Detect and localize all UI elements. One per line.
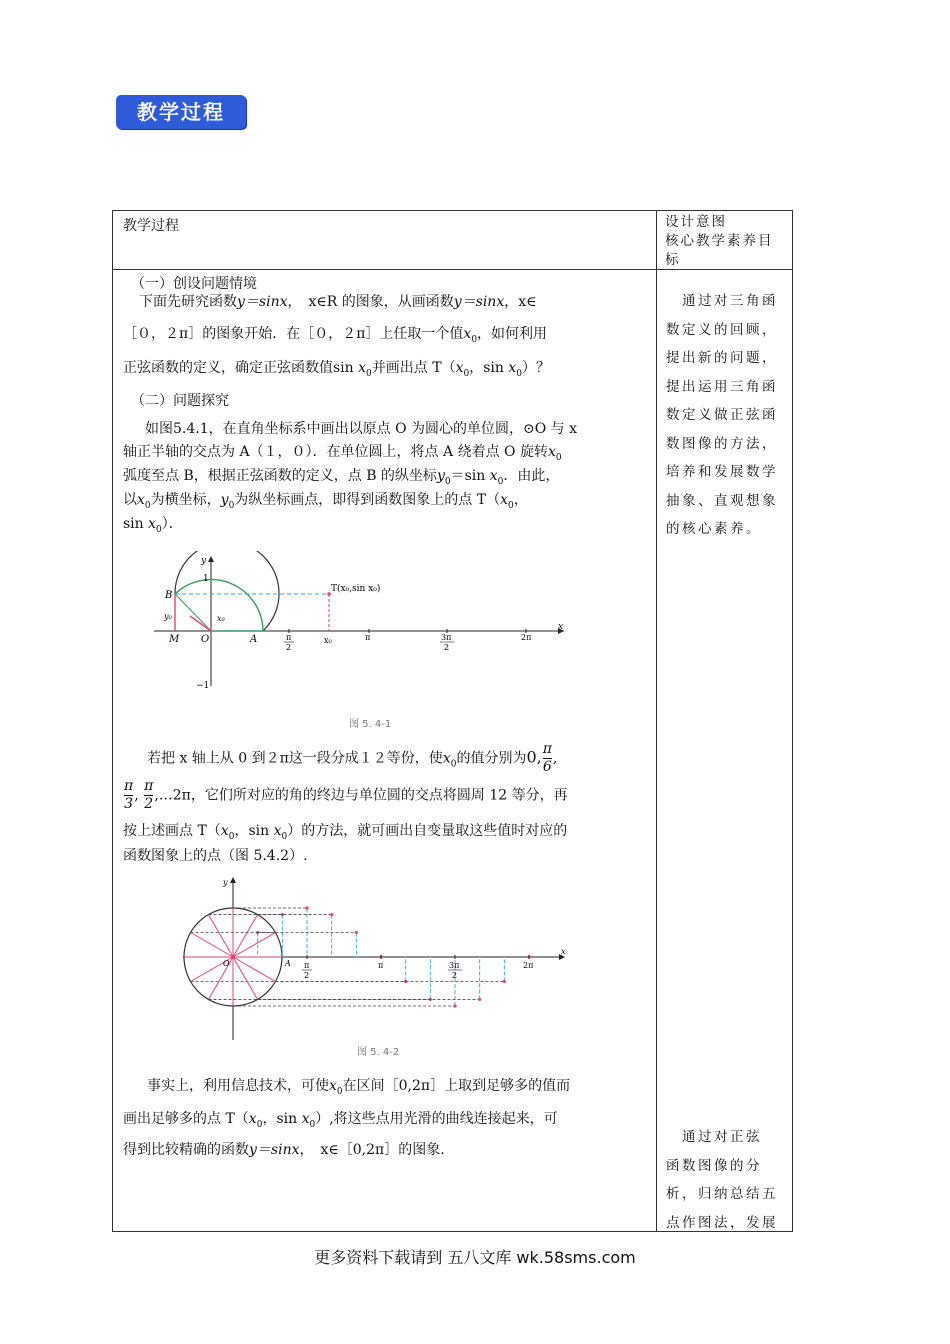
label-b: B [165, 590, 173, 601]
label-a: A [285, 959, 291, 968]
para3-line2: $\frac{\pi}{3}$ , $\frac{\pi}{2}$ ,…2π，它们所对应的角的终边与单位圆的交点将圆周 12 等分，再 [124, 778, 568, 812]
section1-line2: ［０，２π］的图象开始．在［０，２π］上任取一个值$x_0$，如何利用 [123, 326, 548, 345]
section2-line4: 以$x_0$为横坐标，$y_0$为纵坐标画点，即得到函数图象上的点 $T(x_0$， [123, 492, 528, 511]
figure2-caption: 图 5. 4-2 [357, 1047, 400, 1058]
y-axis-arrow [230, 877, 236, 883]
label-2pi: 2π [523, 961, 534, 970]
y-axis-arrow [208, 556, 214, 562]
figure1-caption: 图 5. 4-1 [349, 719, 392, 730]
fraction-pi-3: $\frac{\pi}{3}$ [124, 778, 134, 812]
intent-line: 提出运用三角函 [666, 378, 778, 395]
design-intent-block1 [666, 287, 786, 544]
intent-line: 数定义的回顾， [666, 321, 778, 338]
figure-5-4-1 [149, 551, 569, 691]
radius-spoke [233, 957, 258, 999]
label-pi-half-den: 2 [286, 643, 292, 652]
unit-circle-green [175, 580, 263, 631]
label-3pi-den: 2 [444, 643, 450, 652]
footer-download-link[interactable]: 更多资料下载请到 五八文库 wk.58sms.com [314, 1248, 636, 1267]
label-o: O [223, 959, 230, 968]
label-x-axis: x [561, 947, 566, 956]
section1-line1: 下面先研究函数y＝sinx， x∈R 的图象，从画函数y＝sinx，x∈ [139, 294, 537, 310]
radius-spoke [233, 915, 258, 957]
lesson-table [112, 210, 793, 1232]
header-right-line: 设计意图 [665, 214, 727, 230]
intent-line: 析，归纳总结五 [666, 1186, 778, 1202]
sine-point [330, 913, 333, 916]
radius-ob [175, 594, 211, 631]
label-3pi-num: 3π [449, 961, 460, 970]
label-pi: π [365, 633, 371, 642]
label-pi-half-den: 2 [304, 971, 310, 980]
para4-line2: 画出足够多的点 $T(x_0$，$\sin x_0$）,将这些点用光滑的曲线连接起来，可 [123, 1111, 558, 1130]
section2-line2: 轴正半轴的交点为 A（１，０）．在单位圆上，将点 A 绕着点 O 旋转$x_0$ [123, 444, 562, 463]
label-neg-one: −1 [196, 681, 210, 691]
intent-line: 抽象、直观想象 [666, 492, 778, 509]
label-one: 1 [203, 574, 209, 584]
header-right-line: 标 [665, 252, 681, 268]
section2-line5: $\sin x_0$）． [123, 516, 183, 535]
intent-line: 点作图法，发展 [666, 1214, 778, 1231]
fraction-pi-2: $\frac{\pi}{2}$ [144, 778, 154, 812]
para3-line4: 函数图象上的点（图 5.4.2）. [123, 848, 308, 864]
sine-point [305, 906, 308, 909]
label-pi: π [378, 961, 384, 970]
radius-spoke [233, 933, 275, 958]
intent-line: 通过对三角函 [666, 293, 778, 309]
intent-line: 数图像的方法， [666, 435, 778, 452]
sine-point [355, 931, 358, 934]
sine-point [453, 1004, 456, 1007]
intent-line: 提出新的问题， [666, 350, 778, 366]
label-y-axis: y [223, 878, 228, 887]
radius-spoke [191, 933, 233, 958]
label-m: M [169, 634, 180, 645]
section2-title: （二）问题探究 [131, 393, 229, 409]
header-design-intent [665, 213, 789, 270]
label-3pi-num: 3π [441, 633, 452, 642]
label-a: A [250, 634, 258, 645]
intent-line: 数定义做正弦函 [666, 407, 778, 423]
section2-line1: 如图5.4.1，在直角坐标系中画出以原点 O 为圆心的单位圆，⊙O 与 x [145, 421, 578, 437]
label-x-axis: x [558, 622, 564, 632]
intent-line: 培养和发展数学 [666, 464, 778, 480]
sine-point [478, 998, 481, 1001]
section1-line3: 正弦函数的定义，确定正弦函数值$\sin x_0$并画出点 $T(x_0$，$\sin x_0$）？ [123, 360, 550, 379]
label-t: T(x₀,sin x₀) [331, 584, 381, 594]
header-teaching-process: 教学过程 [123, 218, 179, 234]
design-intent-block2 [666, 1123, 786, 1237]
sine-point [503, 980, 506, 983]
label-x0-axis: x₀ [324, 636, 332, 645]
angle-arrow [190, 616, 211, 631]
label-pi-half-num: π [304, 961, 310, 970]
radius-spoke [209, 915, 234, 957]
section1-title: （一）创设问题情境 [131, 276, 257, 292]
header-right-line: 核心教学素养目 [665, 233, 774, 249]
label-pi-half-num: π [286, 633, 292, 642]
radius-spoke [233, 957, 275, 982]
column-divider [656, 211, 657, 1231]
intent-line: 通过对正弦 [666, 1129, 762, 1145]
label-x0: x₀ [217, 614, 225, 623]
para3-line3: 按上述画点 $T(x_0$，$\sin x_0$）的方法，就可画出自变量取这些值时对应的 [123, 823, 568, 842]
label-y-axis: y [201, 556, 207, 566]
unit-circle-dark [175, 551, 279, 631]
section2-line3: 弧度至点 B，根据正弦函数的定义，点 B 的纵坐标$y_0=\sin$ $x_0$．由此， [123, 468, 560, 487]
label-y0: y₀ [164, 612, 172, 621]
intent-line: 的核心素养。 [666, 521, 762, 537]
section-badge: 教学过程 [116, 95, 246, 129]
figure-5-4-2 [183, 876, 583, 1044]
para3-line1: 若把 x 轴上从 0 到２π这一段分成１２等份，使$x_0$的值分别为0, $\frac{\pi}{6}$ , [147, 741, 558, 775]
label-o: O [201, 634, 210, 645]
para4-line3: 得到比较精确的函数y＝sinx， x∈［0,2π］的图象. [123, 1142, 445, 1158]
para4-line1: 事实上，利用信息技术，可使$x_0$在区间［0,2π］上取到足够多的值而 [147, 1078, 571, 1097]
label-2pi: 2π [521, 633, 532, 642]
label-3pi-den: 2 [452, 971, 458, 980]
fraction-pi-6: $\frac{\pi}{6}$ [542, 741, 552, 775]
intent-line: 函数图像的分 [666, 1157, 762, 1174]
